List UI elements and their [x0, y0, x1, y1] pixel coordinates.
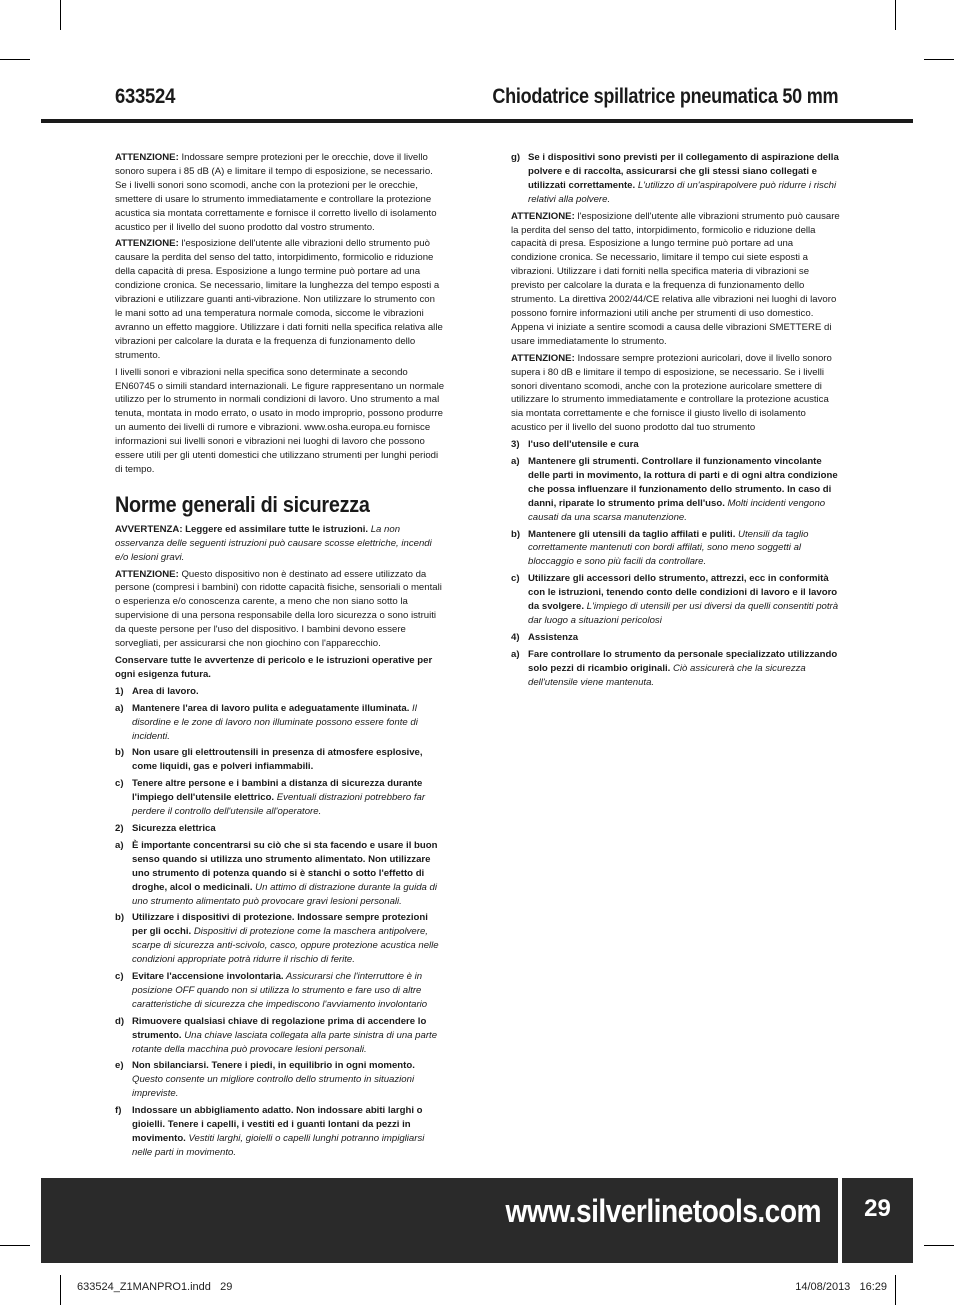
website-link[interactable]: www.silverlinetools.com [505, 1193, 821, 1229]
list-item: a) Mantenere gli strumenti. Controllare il funzionamento vincolante delle parti in movimento, la rottura di parti e di ogni altra condizione che possa influenzare il funzionamento dello strumento. In caso di danni, riparate lo strumento prima dell'uso. Molti incidenti vengono causati da una scarsa manutenzione. [511, 456, 838, 523]
left-column [115, 151, 445, 1163]
list-item: b) Utilizzare i dispositivi di protezione. Indossare sempre protezioni per gli occhi. Dispositivi di protezione come la maschera antipolvere, scarpe di sicurezza anti-scivolo, casco, oppure protezione acustica nelle condizioni appropriate potrà ridurre il rischio di ferite. [115, 912, 439, 966]
list-item: b) Mantenere gli utensili da taglio affilati e puliti. Utensili da taglio correttamente mantenuti con bordi affilati, sono meno soggetti al bloccaggio e sono più facili da controllare. [511, 528, 809, 568]
vibration-warning: ATTENZIONE: l'esposizione dell'utente alle vibrazioni strumento può causare la perdita del senso del tatto, intorpidimento, formicolio e riduzione della capacità di presa. Esposizione a lungo termine può portare ad una condizione cronica. Se necessario, limitare il tempo cui siete esposti a vibrazioni. Utilizzare i dati forniti nella specifica materia di vibrazioni se previsto per calcolare la durata e la frequenza di funzionamento dello strumento. La direttiva 2002/44/CE relativa alle vibrazioni nei luoghi di lavoro possono fornire informazioni utili anche per strumenti di uso domestico. Appena vi iniziate a sentire scomodi a causa delle vibrazioni SMETTERE di usare immediatamente lo strumento. [511, 210, 840, 347]
crop-mark [0, 59, 30, 60]
section-title: Norme generali di sicurezza [115, 491, 370, 517]
list-item: c) Utilizzare gli accessori dello strumento, attrezzi, ecc in conformità con le istruzioni, tenendo conto delle condizioni di lavoro e il lavoro da svolgere. L'impiego di utensili per usi diversi da quelli consentiti potrà dar luogo a situazioni pericolosi [511, 573, 839, 626]
crop-mark [0, 1245, 30, 1246]
noise-warning: ATTENZIONE: Indossare sempre protezioni per le orecchie, dove il livello sonoro supera i 85 dB (A) e limitare il tempo di esposizione, se necessario. Se i livelli sonori sono scomodi, anche con la protezioni per le orecchie, smettere di usare lo strumento immediatamente e controllare la protezione acustica sia montata correttamente e fornisce il corretto livello di isolamento acustico per il livello del suono prodotto dal vostro strumento. [115, 152, 437, 233]
crop-mark [895, 0, 896, 30]
subsection-heading: 2) Sicurezza elettrica [115, 822, 216, 834]
right-column [511, 151, 841, 693]
subsection-heading: 1) Area di lavoro. [115, 685, 199, 697]
file-slug: 633524_Z1MANPRO1.indd 29 [77, 1281, 233, 1293]
list-item: b) Non usare gli elettroutensili in presenza di atmosfere esplosive, come liquidi, gas e polveri infiammabili. [115, 747, 423, 773]
list-item: f) Indossare un abbigliamento adatto. Non indossare abiti larghi o gioielli. Tenere i capelli, i vestiti ed i guanti lontani da pezzi in movimento. Vestiti larghi, gioielli o capelli lunghi potranno impigliarsi nelle parti in movimento. [115, 1105, 425, 1158]
subsection-heading: 4) Assistenza [511, 631, 579, 643]
list-item: e) Non sbilanciarsi. Tenere i piedi, in equilibrio in ogni momento. Questo consente un migliore controllo dello strumento in situazioni impreviste. [115, 1060, 415, 1100]
noise-warning: ATTENZIONE: Indossare sempre protezioni auricolari, dove il livello sonoro supera i 80 dB e limitare il tempo di esposizione, se necessario. Se i livelli sonori diventano scomodi, anche con la protezione auricolare smettere di utilizzare lo strumento immediatamente e controllare la protezione acustica sia montata correttamente e che fornisce il giusto livello di isolamento acustico per il livello del suono prodotto dal tuo strumento [511, 352, 832, 434]
subsection-heading: 3) l'uso dell'utensile e cura [511, 439, 639, 451]
page-number: 29 [864, 1195, 891, 1222]
device-warning: ATTENZIONE: Questo dispositivo non è destinato ad essere utilizzato da persone (compresi i bambini) con ridotte capacità fisiche, sensoriali o mentali o esperienza e/o conoscenza carente, a meno che non siano sotto la supervisione di una persona responsabile della loro sicurezza o sono istruiti da queste persone per l'uso del dispositivo. I bambini devono essere sorvegliati, per assicurarsi che non giochino con l'apparecchio. [115, 568, 442, 650]
list-item: g) Se i dispositivi sono previsti per il collegamento di aspirazione della polvere e di raccolta, assicurarsi che gli stessi siano collegati e utilizzati correttamente. L'utilizzo di un'aspirapolvere può ridurre i rischi relativi alla polvere. [511, 152, 839, 205]
product-code: 633524 [115, 85, 176, 108]
list-item: c) Evitare l'accensione involontaria. Assicurarsi che l'interruttore è in posizione OFF quando non si utilizza lo strumento e fare uso di altre caratteristiche di sicurezza che impediscono l'avviamento involontario [115, 971, 428, 1010]
general-warning: AVVERTENZA: Leggere ed assimilare tutte le istruzioni. La non osservanza delle seguenti istruzioni può causare scosse elettriche, incendi e/o lesioni gravi. [115, 523, 432, 563]
list-item: a) Fare controllare lo strumento da personale specializzato utilizzando solo pezzi di ricambio originali. Ciò assicurerà che la sicurezza dell'utensile viene mantenuta. [511, 648, 838, 688]
vibration-warning: ATTENZIONE: l'esposizione dell'utente alle vibrazioni dello strumento può causare la perdita del senso del tatto, intorpidimento, formicolio e riduzione della capacità di presa. Esposizione a lungo termine può portare ad una condizione cronica. Se necessario, limitare la lunghezza del tempo esposti a vibrazioni e utilizzare guanti anti-vibrazione. Non utilizzare lo strumento con le mani sotto ad una temperatura normale comoda, siccome le vibrazioni avranno un effetto maggiore. Utilizzare i dati forniti nella specifica relativa alle vibrazioni per calcolare la durata e la frequenza di funzionamento dello strumento. [115, 238, 443, 361]
crop-mark [924, 59, 954, 60]
crop-mark [60, 1275, 61, 1305]
levels-paragraph: I livelli sonori e vibrazioni nella specifica sono determinate a secondo EN60745 o simili standard internazionali. Le figure rappresentano un normale utilizzo per lo strumento in normali condizioni di lavoro. Uno strumento a mal tenuta, montata in modo errato, o usato in modo improprio, possono produrre un aumento dei livelli di rumore e vibrazioni. www.osha.europa.eu fornisce informazioni sui livelli sonori e vibrazioni nei luoghi di lavoro che possono essere utili per gli utenti domestici che utilizzano strumenti per lunghi periodi di tempo. [115, 366, 445, 475]
list-item: d) Rimuovere qualsiasi chiave di regolazione prima di accendere lo strumento. Una chiave lasciata collegata alla parte sinistra di una parte rotante della macchina può provocare lesioni personali. [115, 1015, 438, 1055]
conserve-note: Conservare tutte le avvertenze di pericolo e le istruzioni operative per ogni esigenza futura. [115, 655, 433, 680]
crop-mark [924, 1245, 954, 1246]
date-slug: 14/08/2013 16:29 [795, 1281, 887, 1293]
page-title: Chiodatrice spillatrice pneumatica 50 mm [492, 85, 838, 108]
list-item: a) Mantenere l'area di lavoro pulita e adeguatamente illuminata. Il disordine e le zone di lavoro non illuminate possono essere fonte di incidenti. [115, 702, 418, 742]
crop-mark [895, 1275, 896, 1305]
list-item: c) Tenere altre persone e i bambini a distanza di sicurezza durante l'impiego dell'utensile elettrico. Eventuali distrazioni potrebbero far perdere il controllo dell'utensile all'operatore. [115, 778, 426, 818]
header-rule [41, 119, 913, 123]
list-item: a) È importante concentrarsi su ciò che si sta facendo e usare il buon senso quando si utilizza uno strumento alimentato. Non utilizzare uno strumento di potenza quando si è stanchi o sotto l'effetto di droghe, alcol o medicinali. Un attimo di distrazione durante la guida di uno strumento alimentato può provocare gravi lesioni personali. [115, 839, 438, 907]
crop-mark [60, 0, 61, 30]
